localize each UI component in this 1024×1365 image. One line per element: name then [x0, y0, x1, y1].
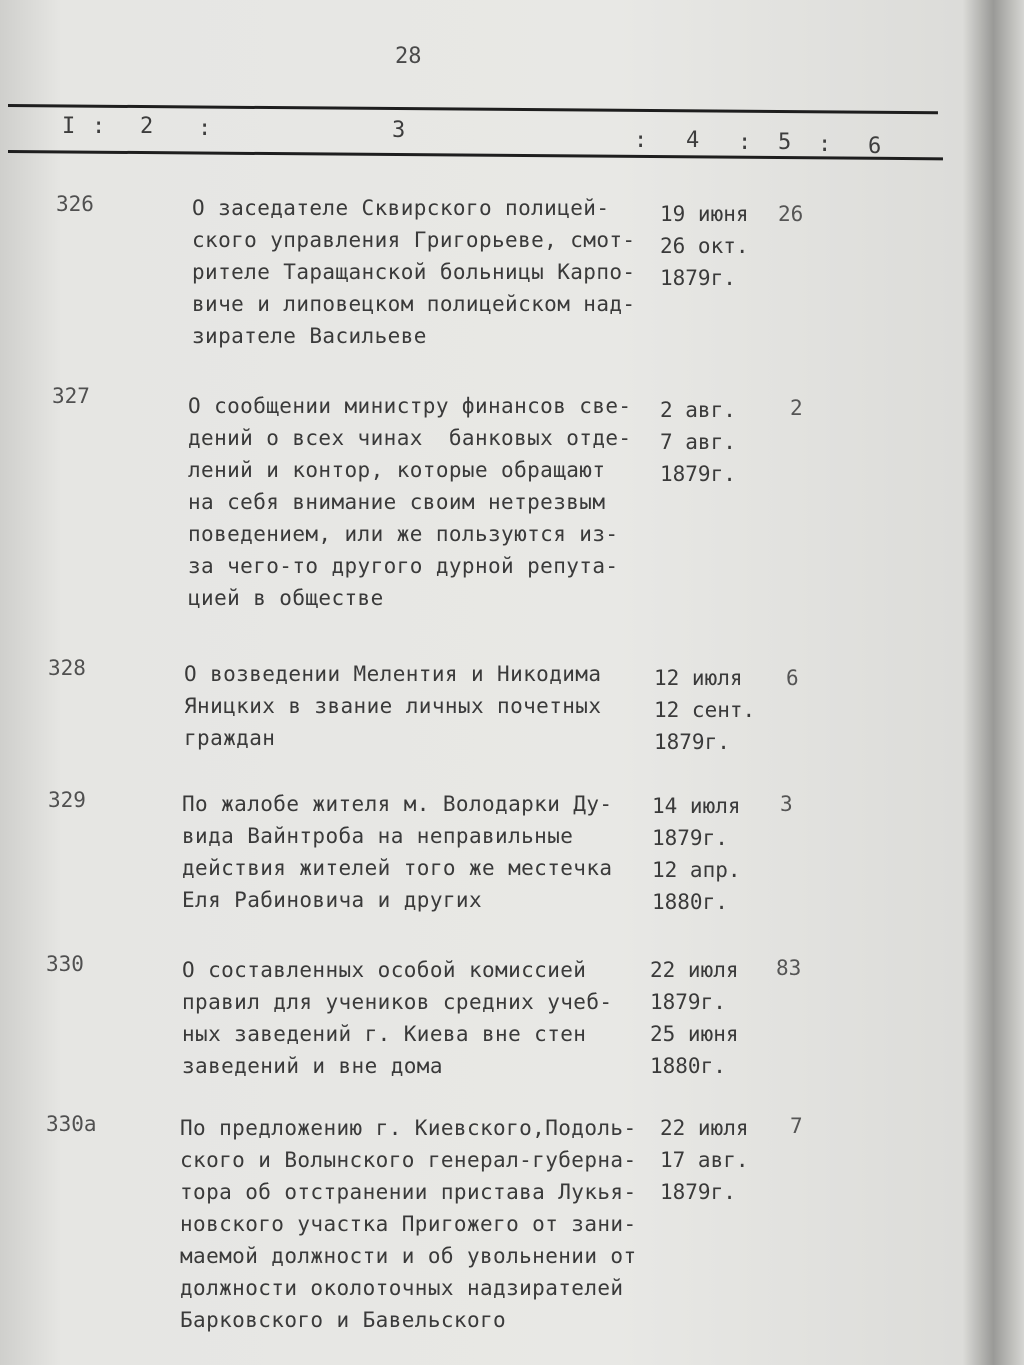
entry-dates: 19 июня 26 окт. 1879г. [660, 202, 749, 290]
column-header-6: 6 [868, 134, 882, 159]
column-header-4: 4 [686, 128, 700, 153]
entry-sheet-count: 6 [786, 666, 799, 690]
column-separator: : [738, 130, 752, 155]
entry-sheet-count: 83 [776, 956, 802, 980]
column-separator: : [634, 128, 648, 153]
column-header-1: I [62, 114, 76, 139]
column-header-2: 2 [140, 114, 154, 139]
page-number: 28 [395, 44, 422, 69]
entry-number: 330а [46, 1112, 97, 1136]
entry-description: О возведении Мелентия и Никодима Яницких в звание личных почетных граждан [184, 662, 602, 750]
entry-dates: 22 июля 17 авг. 1879г. [660, 1116, 749, 1204]
entry-sheet-count: 7 [790, 1114, 803, 1138]
entry-sheet-count: 2 [790, 396, 803, 420]
entry-description: По жалобе жителя м. Володарки Ду- вида Вайнтроба на неправильные действия жителей того же местечка Еля Рабиновича и других [182, 792, 613, 912]
header-bottom-rule [8, 150, 943, 160]
entry-dates: 12 июля 12 сент. 1879г. [654, 666, 756, 754]
entry-sheet-count: 26 [778, 202, 804, 226]
entry-number: 326 [56, 192, 94, 216]
column-separator: : [818, 132, 832, 157]
entry-dates: 2 авг. 7 авг. 1879г. [660, 398, 736, 486]
column-header-3: 3 [392, 118, 406, 143]
entry-dates: 22 июля 1879г. 25 июня 1880г. [650, 958, 739, 1078]
entry-description: О сообщении министру финансов све- дений о всех чинах банковых отде- лений и контор, которые обращают на себя внимание своим нетрезвым поведением, или же пользуются из- за чего-то другого дурной репута- цией в обществе [188, 394, 632, 610]
entry-description: О составленных особой комиссией правил для учеников средних учеб- ных заведений г. Киева вне стен заведений и вне дома [182, 958, 613, 1078]
column-separator: : [92, 114, 106, 139]
entry-description: О заседателе Сквирского полицей- ского управления Григорьеве, смот- рителе Таращанской больницы Карпо- виче и липовецком полицейском над- зирателе Васильеве [192, 196, 636, 348]
entry-description: По предложению г. Киевского,Подоль- ского и Волынского генерал-губерна- тора об отстранении пристава Лукья- новского участка Пригожего от зани- маемой должности и об увольнении от должности околоточных надзирателей Барковского и Бавельского [180, 1116, 637, 1332]
entry-dates: 14 июля 1879г. 12 апр. 1880г. [652, 794, 741, 914]
entry-number: 328 [48, 656, 86, 680]
header-top-rule [8, 104, 938, 114]
column-header-5: 5 [778, 130, 792, 155]
entry-sheet-count: 3 [780, 792, 793, 816]
entry-number: 329 [48, 788, 86, 812]
entry-number: 327 [52, 384, 90, 408]
entry-number: 330 [46, 952, 84, 976]
column-separator: : [198, 116, 212, 141]
